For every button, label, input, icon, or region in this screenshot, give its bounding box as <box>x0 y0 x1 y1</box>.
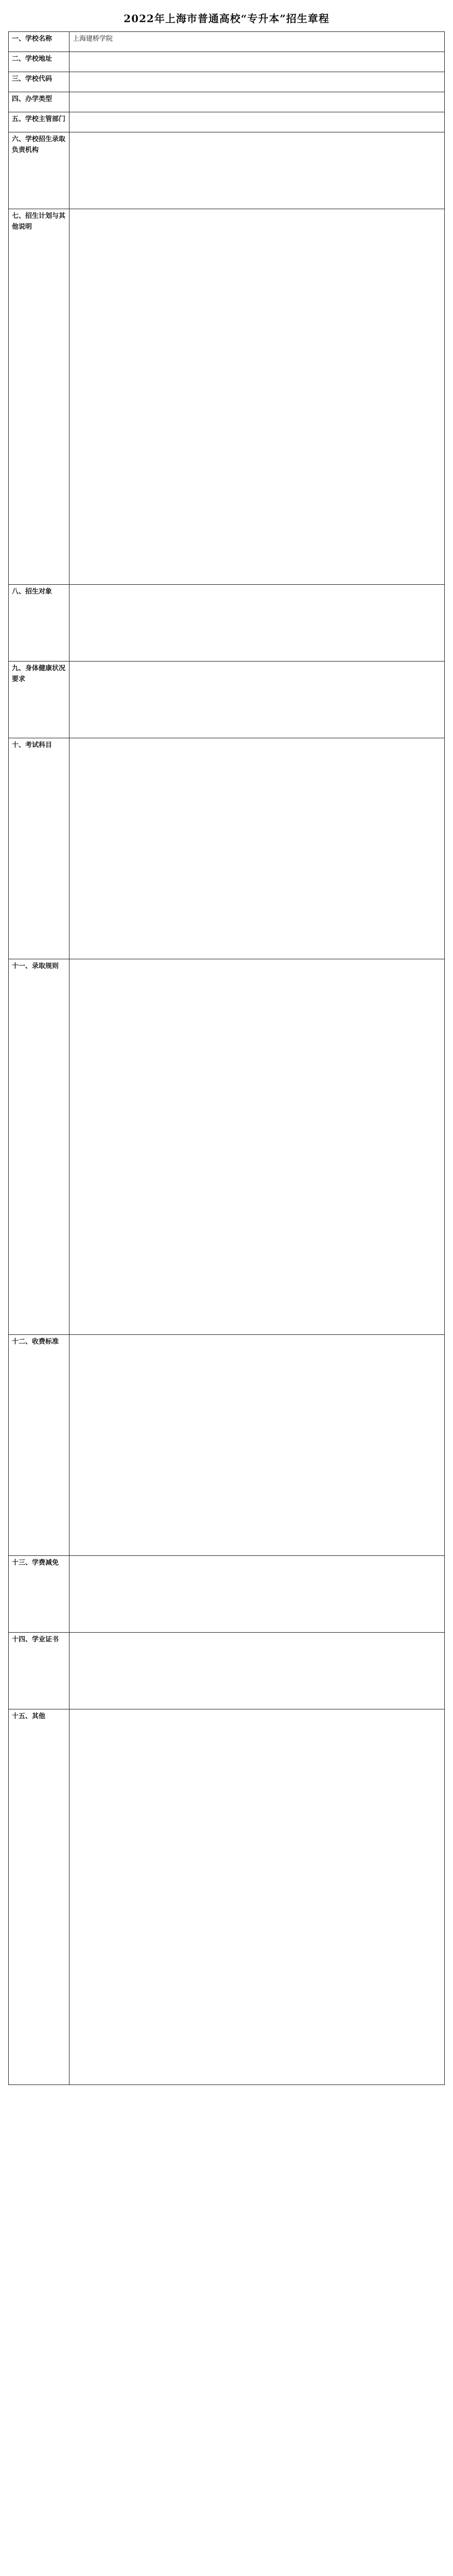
section-content <box>69 209 445 585</box>
table-row <box>9 52 445 72</box>
section-text: 上海建桥学院 <box>73 35 113 43</box>
table-row <box>9 32 445 52</box>
table-row <box>9 738 445 959</box>
table-row <box>9 112 445 132</box>
table-row <box>9 959 445 1335</box>
table-row <box>9 1556 445 1633</box>
section-content <box>69 959 445 1335</box>
section-content <box>69 72 445 92</box>
section-content <box>69 112 445 132</box>
table-row <box>9 92 445 112</box>
table-row <box>9 1709 445 2085</box>
section-label: 四、办学类型 <box>9 92 69 112</box>
section-content <box>69 132 445 209</box>
section-label: 十三、学费减免 <box>9 1556 69 1633</box>
section-content <box>69 92 445 112</box>
section-label: 六、学校招生录取负责机构 <box>9 132 69 209</box>
section-content <box>69 32 445 52</box>
section-label: 五、学校主管部门 <box>9 112 69 132</box>
section-content <box>69 52 445 72</box>
table-row <box>9 585 445 662</box>
section-label: 二、学校地址 <box>9 52 69 72</box>
charter-table <box>8 31 445 2085</box>
table-row <box>9 1335 445 1556</box>
section-content <box>69 1556 445 1633</box>
table-row <box>9 132 445 209</box>
table-row <box>9 1633 445 1709</box>
document-title: 2022年上海市普通高校“专升本”招生章程 <box>124 12 329 25</box>
table-row <box>9 209 445 585</box>
section-label: 十、考试科目 <box>9 738 69 959</box>
section-content <box>69 1335 445 1556</box>
section-label: 十二、收费标准 <box>9 1335 69 1556</box>
section-content <box>69 1633 445 1709</box>
section-label: 七、招生计划与其他说明 <box>9 209 69 585</box>
section-content <box>69 662 445 738</box>
section-label: 三、学校代码 <box>9 72 69 92</box>
table-row <box>9 662 445 738</box>
section-label: 十一、录取规则 <box>9 959 69 1335</box>
section-content <box>69 738 445 959</box>
section-label: 九、身体健康状况要求 <box>9 662 69 738</box>
section-label: 一、学校名称 <box>9 32 69 52</box>
section-content <box>69 585 445 662</box>
section-content <box>69 1709 445 2085</box>
section-label: 八、招生对象 <box>9 585 69 662</box>
section-label: 十四、学业证书 <box>9 1633 69 1709</box>
section-label: 十五、其他 <box>9 1709 69 2085</box>
table-row <box>9 72 445 92</box>
page-bottom-space <box>8 2085 445 2097</box>
